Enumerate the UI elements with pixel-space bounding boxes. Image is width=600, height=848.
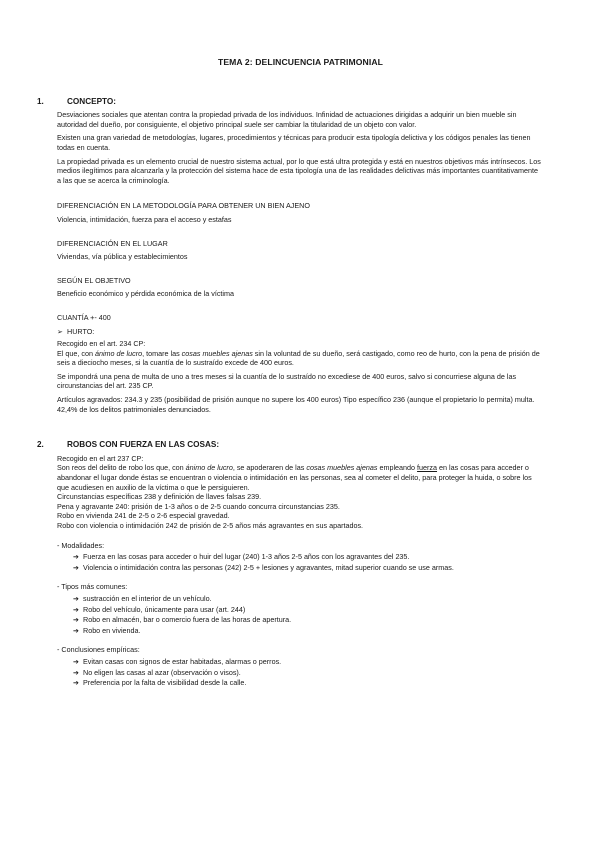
arrow-icon: ➔: [73, 562, 80, 572]
modalidades-list: [73, 552, 544, 572]
arrow-icon: ➔: [73, 656, 80, 666]
paragraph: Existen una gran variedad de metodologías, lugares, procedimientos y técnicas para producir esta tipología delictiva y los códigos penales las tienen todas en cuenta.: [57, 133, 531, 152]
list-item: ➔ sustracción en el interior de un vehículo.: [73, 593, 212, 603]
list-item: ➔ Robo en almacén, bar o comercio fuera de las horas de apertura.: [73, 615, 292, 625]
conclusiones-title: - Conclusiones empíricas:: [57, 645, 140, 655]
hurto-title: HURTO:: [67, 326, 95, 336]
arrow-icon: ➔: [73, 625, 80, 635]
arrow-icon: ➔: [73, 604, 80, 614]
section-title: CONCEPTO:: [67, 96, 116, 106]
subheading-place: DIFERENCIACIÓN EN EL LUGAR: [57, 238, 168, 248]
arrow-icon: ➔: [73, 593, 80, 603]
hurto-reference: Recogido en el art. 234 CP:: [57, 339, 146, 349]
section-1-heading: [37, 96, 544, 107]
tipos-title: - Tipos más comunes:: [57, 582, 128, 592]
list-item: ➔ Preferencia por la falta de visibilidad desde la calle.: [73, 678, 247, 688]
subheading-place-body: Viviendas, vía pública y establecimientos: [57, 252, 188, 262]
arrow-icon: ➔: [73, 615, 80, 625]
amount-label: CUANTÍA +- 400: [57, 312, 111, 322]
section-title: ROBOS CON FUERZA EN LAS COSAS:: [67, 440, 220, 450]
subheading-objective: SEGÚN EL OBJETIVO: [57, 275, 131, 285]
arrow-icon: ➔: [73, 667, 80, 677]
robo-line: Robo con violencia o intimidación 242 de prisión de 2-5 años más agravantes en sus apartados.: [57, 521, 364, 530]
robo-paragraph: Son reos del delito de robo los que, con ánimo de lucro, se apoderaren de las cosas muebles ajenas empleando fuerza en las cosas para acceder o abandonar el lugar donde éstas se encuentran o violencia o intimidación en las personas, sea al cometer el delito, para proteger la huida, o sobre los que acudiesen en auxilio de la víctima o que le persiguieren.: [57, 463, 532, 492]
bullet-arrow-icon: ➢: [57, 328, 63, 336]
hurto-paragraph: El que, con ánimo de lucro, tomare las cosas muebles ajenas sin la voluntad de su dueño, será castigado, como reo de hurto, con la pena de prisión de seis a dieciocho meses, si la cuantía de lo sustraído excede de 400 euros.: [57, 348, 540, 368]
section-2-heading: [37, 440, 544, 450]
arrow-icon: ➔: [73, 552, 80, 562]
robo-line: Pena y agravante 240: prisión de 1-3 años o de 2-5 cuando concurra circunstancias 235.: [57, 501, 340, 511]
page-title: TEMA 2: DELINCUENCIA PATRIMONIAL: [217, 57, 384, 67]
conclusiones-list: [73, 657, 544, 688]
section-number: 2.: [37, 440, 44, 450]
subheading-objective-body: Beneficio económico y pérdida económica de la víctima: [57, 289, 234, 299]
list-item: ➔ Evitan casas con signos de estar habitadas, alarmas o perros.: [73, 656, 282, 666]
list-item: ➔ Robo en vivienda.: [73, 625, 141, 635]
paragraph: Desviaciones sociales que atentan contra la propiedad privada de los individuos. Infinidad de actuaciones dirigidas a adquirir un bien mueble sin autoridad del dueño, por consiguiente, el objetivo principal suele ser cambiar la titularidad de un objeto con valor.: [57, 110, 517, 129]
paragraph: La propiedad privada es un elemento crucial de nuestro sistema actual, por lo que está ultra protegida y está en nuestros objetivos más intrínsecos. Los medios ilegítimos para alcanzarla y la protección del sistema hace de esta tipología una de las realidades delictivas más importantes cuantitativamente a las que se acerca la criminología.: [57, 156, 541, 185]
robo-line: Circunstancias específicas 238 y definición de llaves falsas 239.: [57, 492, 262, 502]
list-item: ➔ Fuerza en las cosas para acceder o huir del lugar (240) 1-3 años 2-5 años con los agravantes del 235.: [73, 552, 410, 562]
hurto-paragraph: Se impondrá una pena de multa de uno a tres meses si la cuantía de lo sustraído no excediese de 400 euros, salvo si concurriese alguna de las circunstancias del art. 235 CP.: [57, 371, 517, 391]
hurto-paragraph: Artículos agravados: 234.3 y 235 (posibilidad de prisión aunque no supere los 400 euros) Tipo específico 236 (aunque el propietario lo permita) multa. 42,4% de los delitos patrimoniales denunciados.: [57, 395, 535, 414]
tipos-list: [73, 594, 544, 635]
modalidades-title: - Modalidades:: [57, 540, 105, 550]
arrow-icon: ➔: [73, 678, 80, 688]
robo-line: Robo en vivienda 241 de 2-5 o 2-6 especial gravedad.: [57, 511, 230, 521]
subheading-method-body: Violencia, intimidación, fuerza para el acceso y estafas: [57, 214, 232, 224]
list-item: ➔ Robo del vehículo, únicamente para usar (art. 244): [73, 604, 246, 614]
list-item: ➔ No eligen las casas al azar (observación o visos).: [73, 667, 241, 677]
subheading-method: DIFERENCIACIÓN EN LA METODOLOGÍA PARA OBTENER UN BIEN AJENO: [57, 201, 310, 211]
robo-reference: Recogido en el art 237 CP:: [57, 453, 144, 463]
section-number: 1.: [37, 96, 44, 106]
hurto-heading: [57, 327, 544, 338]
list-item: ➔ Violencia o intimidación contra las personas (242) 2-5 + lesiones y agravantes, mitad superior cuando se use armas.: [73, 562, 454, 572]
